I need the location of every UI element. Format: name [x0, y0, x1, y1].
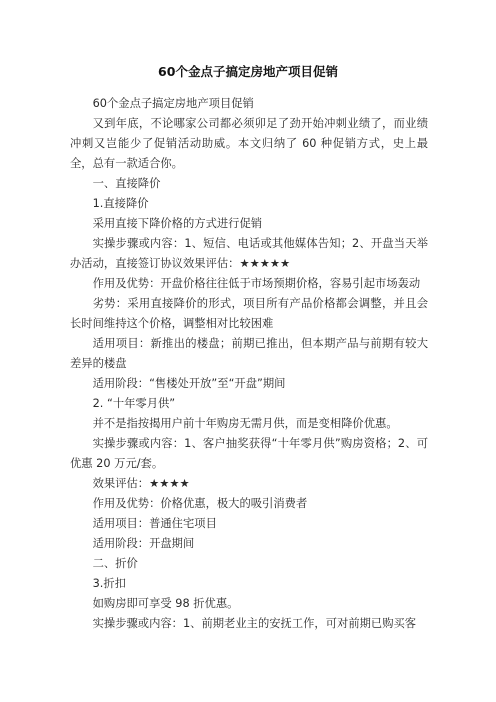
paragraph-subtitle: 60个金点子搞定房地产项目促销 — [92, 97, 254, 110]
item-rating: 效果评估：★★★★ — [92, 477, 190, 490]
item-disadvantages: 劣势：采用直接降价的形式，项目所有产品价格都会调整，并且会长时间维持这个价格，调整相对比较困难 — [70, 297, 428, 330]
item-heading-3: 3.折扣 — [92, 577, 126, 590]
item-heading-1: 1.直接降价 — [92, 197, 149, 210]
section-heading-1: 一、直接降价 — [92, 177, 161, 190]
item-applicable-projects: 适用项目：普通住宅项目 — [92, 517, 217, 530]
item-description: 如购房即可享受 98 折优惠。 — [92, 597, 239, 610]
paragraph-intro: 又到年底，不论哪家公司都必须卯足了劲开始冲刺业绩了，而业绩冲刺又岂能少了促销活动助威。本文归纳了 60 种促销方式，史上最全，总有一款适合你。 — [70, 117, 428, 170]
item-steps: 实操步骤或内容：1、客户抽奖获得“十年零月供”购房资格；2、可优惠 20 万元/套。 — [70, 437, 428, 470]
item-advantages: 作用及优势：开盘价格往往低于市场预期价格，容易引起市场轰动 — [92, 277, 421, 290]
item-steps: 实操步骤或内容：1、前期老业主的安抚工作，可对前期已购买客 — [92, 617, 417, 630]
item-applicable-stage: 适用阶段：“售楼处开放”至“开盘”期间 — [92, 377, 286, 390]
item-description: 采用直接下降价格的方式进行促销 — [92, 217, 263, 230]
document-title: 60个金点子搞定房地产项目促销 — [158, 64, 338, 79]
item-heading-2: 2. “十年零月供” — [92, 397, 176, 410]
item-advantages: 作用及优势：价格优惠，极大的吸引消费者 — [92, 497, 308, 510]
item-description: 并不是指按揭用户前十年购房无需月供，而是变相降价优惠。 — [92, 417, 398, 430]
item-applicable-projects: 适用项目：新推出的楼盘；前期已推出，但本期产品与前期有较大差异的楼盘 — [70, 337, 428, 370]
item-applicable-stage: 适用阶段：开盘期间 — [92, 537, 195, 550]
item-steps: 实操步骤或内容：1、短信、电话或其他媒体告知；2、开盘当天举办活动，直接签订协议效果评估：★★★★★ — [70, 237, 428, 270]
section-heading-2: 二、折价 — [92, 557, 138, 570]
document-body — [70, 94, 428, 634]
